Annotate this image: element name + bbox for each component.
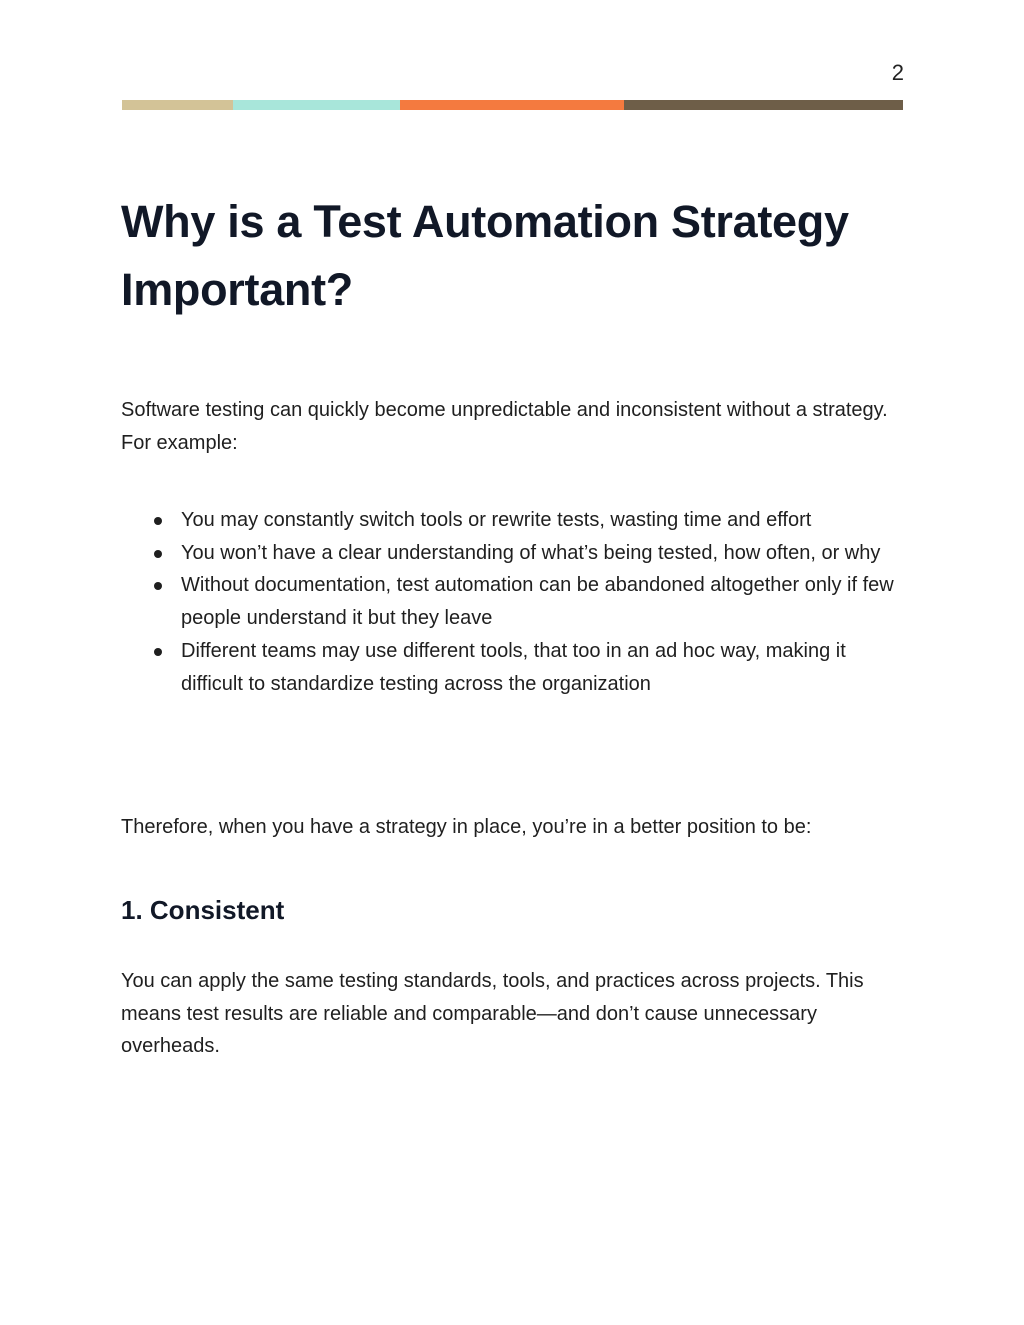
header-color-bar [122, 100, 903, 110]
bullet-icon [154, 550, 162, 558]
section-heading: 1. Consistent [121, 895, 285, 925]
list-item-text: Different teams may use different tools, that too in an ad hoc way, making it difficult to standardize testing across the organization [181, 639, 846, 695]
bullet-icon [154, 517, 162, 525]
list-item [121, 635, 911, 700]
list-item-text: Without documentation, test automation can be abandoned altogether only if few people understand it but they leave [181, 574, 894, 630]
list-item [121, 504, 911, 537]
list-item-text: You won’t have a clear understanding of what’s being tested, how often, or why [181, 541, 881, 564]
therefore-paragraph: Therefore, when you have a strategy in place, you’re in a better position to be: [121, 816, 812, 838]
color-bar-segment-4 [624, 100, 903, 110]
section-body: You can apply the same testing standards, tools, and practices across projects. This means test results are reliable and comparable—and don’t cause unnecessary overheads. [121, 970, 864, 1058]
list-item [121, 537, 911, 570]
list-item [121, 569, 911, 634]
bullet-icon [154, 582, 162, 590]
bullet-icon [154, 648, 162, 656]
color-bar-segment-2 [233, 100, 400, 110]
intro-paragraph: Software testing can quickly become unpredictable and inconsistent without a strategy. For example: [121, 399, 888, 454]
list-item-text: You may constantly switch tools or rewrite tests, wasting time and effort [181, 509, 812, 531]
color-bar-segment-1 [122, 100, 233, 110]
bullet-list [121, 504, 911, 700]
color-bar-segment-3 [400, 100, 624, 110]
page-title: Why is a Test Automation Strategy Important? [121, 196, 849, 315]
page-number: 2 [891, 60, 904, 85]
